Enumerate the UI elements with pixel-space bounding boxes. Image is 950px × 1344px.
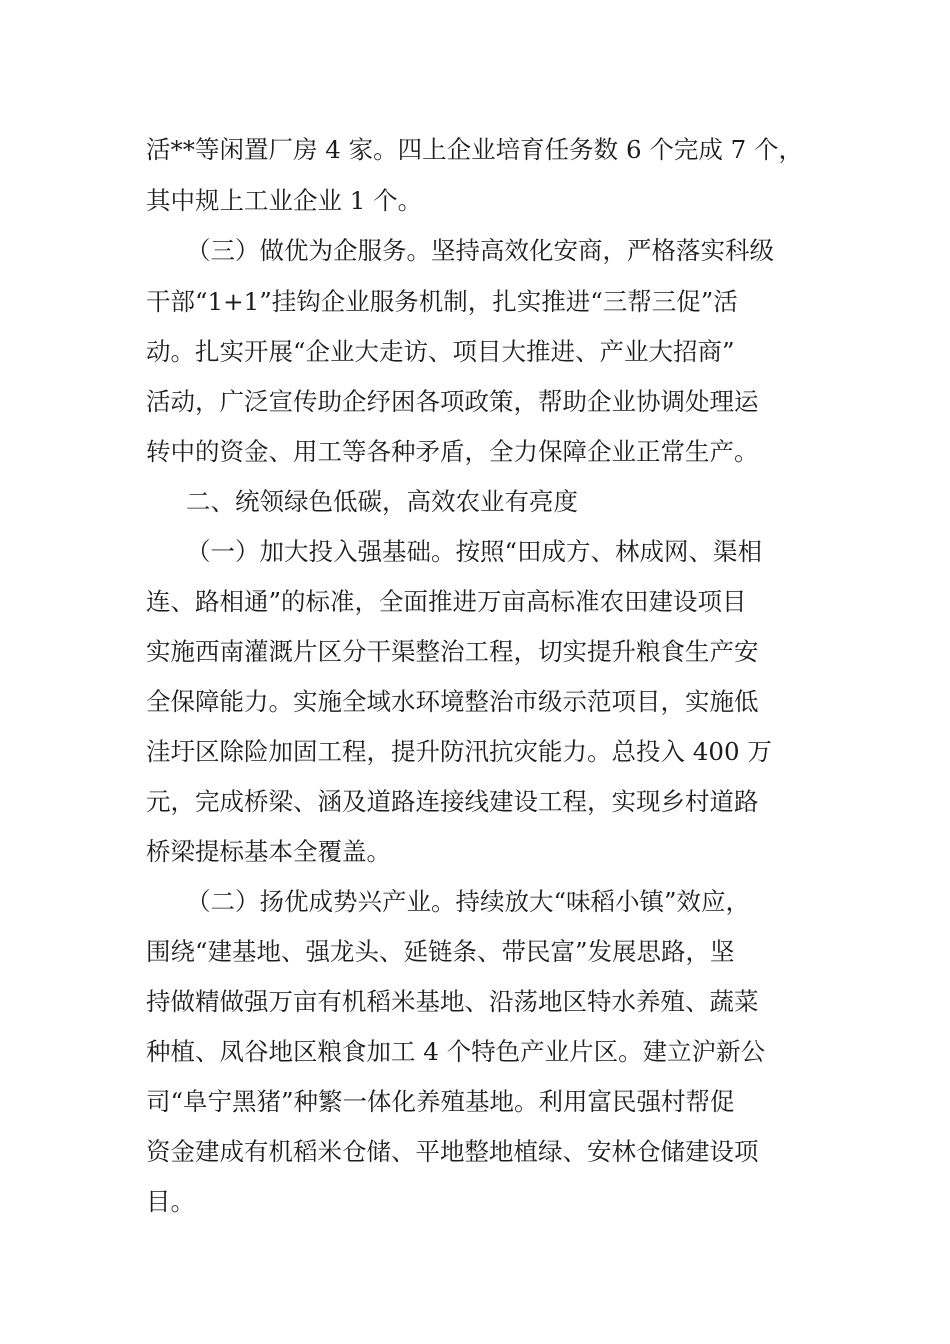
text-line: 桥梁提标基本全覆盖。: [146, 837, 391, 866]
paragraph-heading: （三）做优为企服务。坚持高效化安商，严格落实科级: [186, 236, 774, 265]
text-line: 活**等闲置厂房 4 家。四上企业培育任务数 6 个完成 7 个，: [146, 135, 803, 164]
paragraph-heading: （一）加大投入强基础。按照“田成方、林成网、渠相: [186, 537, 763, 566]
text-line: 资金建成有机稻米仓储、平地整地植绿、安林仓储建设项: [146, 1137, 759, 1166]
text-line: 干部“1+1”挂钩企业服务机制，扎实推进“三帮三促”活: [146, 287, 738, 316]
text-line: 实施西南灌溉片区分干渠整治工程，切实提升粮食生产安: [146, 637, 759, 666]
text-line: 元，完成桥梁、涵及道路连接线建设工程，实现乡村道路: [146, 787, 759, 816]
text-line: 洼圩区除险加固工程，提升防汛抗灾能力。总投入 400 万: [146, 737, 772, 766]
text-line: 持做精做强万亩有机稻米基地、沿荡地区特水养殖、蔬菜: [146, 987, 759, 1016]
text-line: 连、路相通”的标准，全面推进万亩高标准农田建设项目: [146, 587, 747, 616]
paragraph-heading: （二）扬优成势兴产业。持续放大“味稻小镇”效应，: [186, 887, 751, 916]
section-heading: 二、统领绿色低碳，高效农业有亮度: [186, 487, 578, 516]
text-line: 活动，广泛宣传助企纾困各项政策，帮助企业协调处理运: [146, 387, 759, 416]
text-line: 种植、凤谷地区粮食加工 4 个特色产业片区。建立沪新公: [146, 1037, 766, 1066]
text-line: 其中规上工业企业 1 个。: [146, 186, 423, 215]
text-line: 动。扎实开展“企业大走访、项目大推进、产业大招商”: [146, 337, 735, 366]
text-line: 转中的资金、用工等各种矛盾，全力保障企业正常生产。: [146, 437, 759, 466]
text-line: 司“阜宁黑猪”种繁一体化养殖基地。利用富民强村帮促: [146, 1087, 735, 1116]
text-line: 全保障能力。实施全域水环境整治市级示范项目，实施低: [146, 687, 759, 716]
text-line: 围绕“建基地、强龙头、延链条、带民富”发展思路，坚: [146, 937, 735, 966]
text-line: 目。: [146, 1187, 195, 1216]
